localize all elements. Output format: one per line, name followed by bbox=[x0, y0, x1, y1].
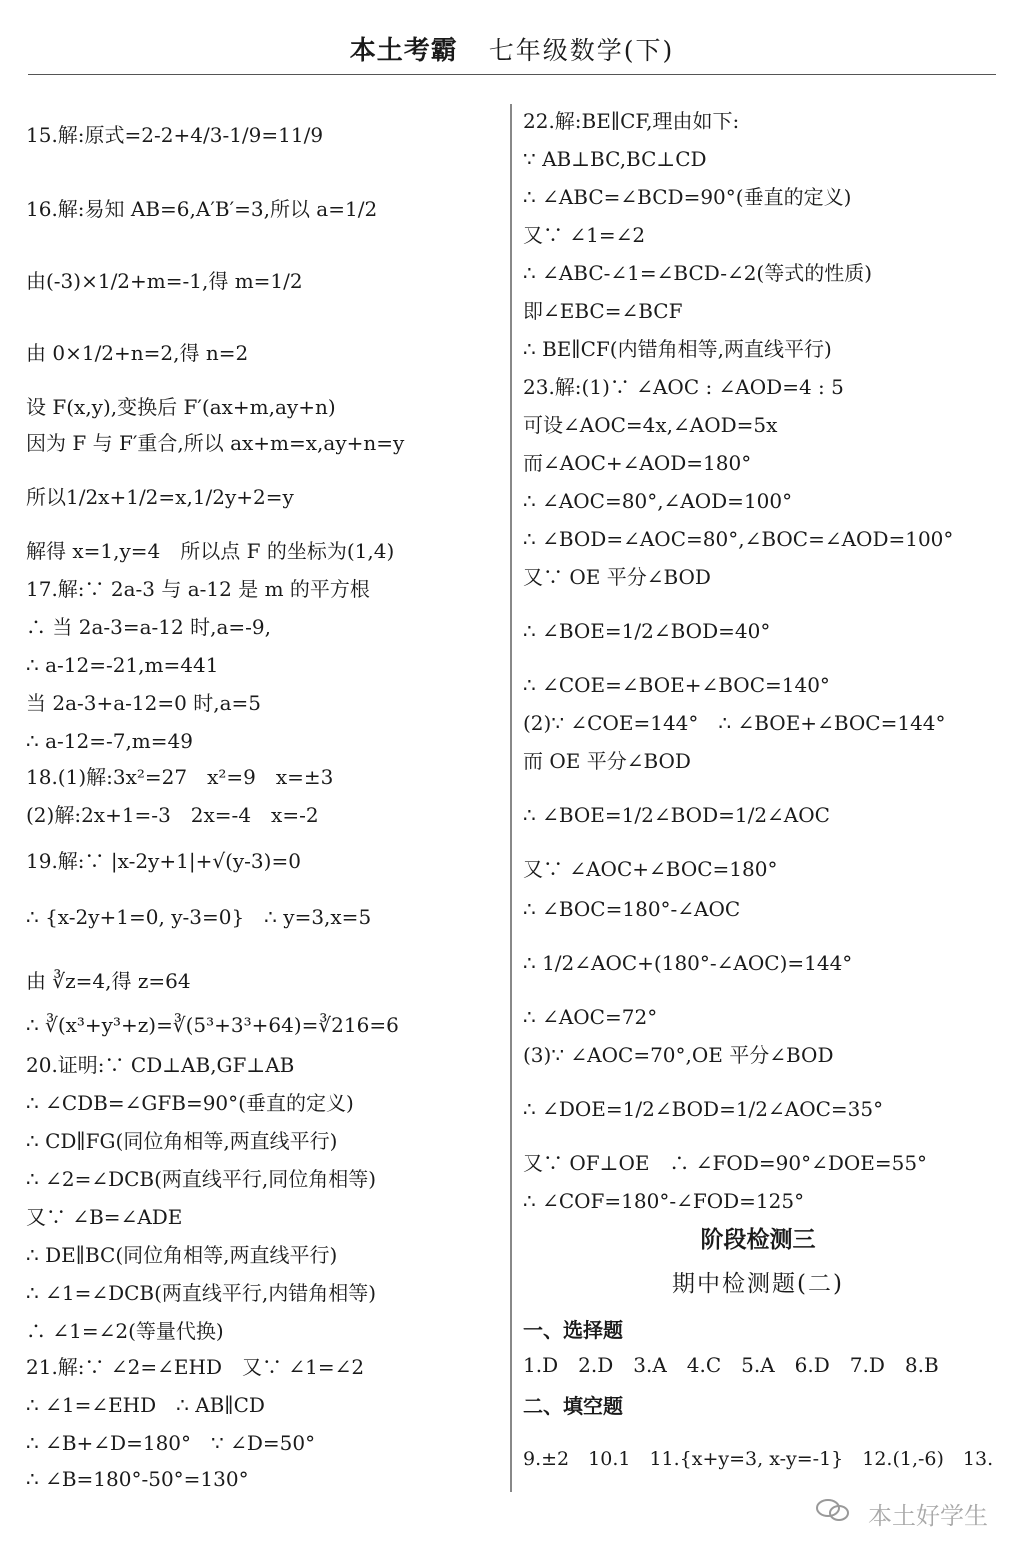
solution-line: 22.解:BE∥CF,理由如下: bbox=[523, 109, 740, 133]
solution-line: ∴ ∠COE=∠BOE+∠BOC=140° bbox=[523, 673, 830, 697]
solution-line: ∴ ∠BOE=1/2∠BOD=40° bbox=[523, 619, 771, 643]
solution-line: ∴ ∠1=∠DCB(两直线平行,内错角相等) bbox=[26, 1281, 377, 1305]
solution-line: (2)解:2x+1=-3 2x=-4 x=-2 bbox=[26, 803, 319, 827]
column-divider bbox=[510, 104, 512, 1492]
solution-line: ∴ ∛(x³+y³+z)=∛(5³+3³+64)=∛216=6 bbox=[26, 1013, 399, 1037]
solution-line: 20.证明:∵ CD⊥AB,GF⊥AB bbox=[26, 1053, 295, 1077]
solution-line: 又∵ ∠1=∠2 bbox=[523, 223, 646, 247]
watermark-text: 本土好学生 bbox=[868, 1502, 988, 1530]
solution-line: 所以1/2x+1/2=x,1/2y+2=y bbox=[26, 485, 294, 509]
solution-line: ∴ ∠1=∠2(等量代换) bbox=[26, 1319, 224, 1343]
wechat-icon bbox=[815, 1498, 851, 1522]
solution-line: ∴ ∠DOE=1/2∠BOD=1/2∠AOC=35° bbox=[523, 1097, 884, 1121]
solution-line: (3)∵ ∠AOC=70°,OE 平分∠BOD bbox=[523, 1043, 834, 1067]
solution-line: 18.(1)解:3x²=27 x²=9 x=±3 bbox=[26, 765, 334, 789]
book-subtitle: 七年级数学(下) bbox=[488, 36, 675, 65]
part1-heading: 一、选择题 bbox=[523, 1318, 623, 1342]
solution-line: ∴ ∠CDB=∠GFB=90°(垂直的定义) bbox=[26, 1091, 354, 1115]
solution-line: 16.解:易知 AB=6,A′B′=3,所以 a=1/2 bbox=[26, 197, 378, 221]
section-title: 阶段检测三 bbox=[700, 1227, 816, 1253]
solution-line: ∴ a-12=-7,m=49 bbox=[26, 729, 193, 753]
solution-line: ∴ CD∥FG(同位角相等,两直线平行) bbox=[26, 1129, 338, 1153]
section-subtitle: 期中检测题(二) bbox=[672, 1271, 844, 1297]
solution-line: 又∵ OF⊥OE ∴ ∠FOD=90°∠DOE=55° bbox=[523, 1151, 928, 1175]
solution-line: 21.解:∵ ∠2=∠EHD 又∵ ∠1=∠2 bbox=[26, 1355, 365, 1379]
page-header bbox=[28, 30, 996, 75]
solution-line: ∴ ∠BOC=180°-∠AOC bbox=[523, 897, 741, 921]
solution-line: (2)∵ ∠COE=144° ∴ ∠BOE+∠BOC=144° bbox=[523, 711, 946, 735]
solution-line: ∴ ∠COF=180°-∠FOD=125° bbox=[523, 1189, 805, 1213]
solution-line: ∴ a-12=-21,m=441 bbox=[26, 653, 219, 677]
solution-line: 当 2a-3+a-12=0 时,a=5 bbox=[26, 691, 261, 715]
solution-line: 因为 F 与 F′重合,所以 ax+m=x,ay+n=y bbox=[26, 431, 405, 455]
solution-line: ∴ ∠BOE=1/2∠BOD=1/2∠AOC bbox=[523, 803, 830, 827]
solution-line: 解得 x=1,y=4 所以点 F 的坐标为(1,4) bbox=[26, 539, 395, 563]
solution-line: 由 ∛z=4,得 z=64 bbox=[26, 969, 191, 993]
solution-line: 设 F(x,y),变换后 F′(ax+m,ay+n) bbox=[26, 395, 336, 419]
solution-line: 17.解:∵ 2a-3 与 a-12 是 m 的平方根 bbox=[26, 577, 370, 601]
part2-heading: 二、填空题 bbox=[523, 1394, 623, 1418]
solution-line: 由(-3)×1/2+m=-1,得 m=1/2 bbox=[26, 269, 303, 293]
solution-line: ∴ ∠ABC-∠1=∠BCD-∠2(等式的性质) bbox=[523, 261, 873, 285]
solution-line: ∵ AB⊥BC,BC⊥CD bbox=[523, 147, 707, 171]
solution-line: ∴ ∠ABC=∠BCD=90°(垂直的定义) bbox=[523, 185, 852, 209]
solution-line: ∴ ∠AOC=72° bbox=[523, 1005, 658, 1029]
solution-line: ∴ BE∥CF(内错角相等,两直线平行) bbox=[523, 337, 832, 361]
book-title: 本土考霸 bbox=[349, 36, 458, 66]
solution-line: ∴ ∠B+∠D=180° ∵ ∠D=50° bbox=[26, 1431, 316, 1455]
solution-line: 19.解:∵ |x-2y+1|+√(y-3)=0 bbox=[26, 849, 301, 873]
solution-line: ∴ ∠2=∠DCB(两直线平行,同位角相等) bbox=[26, 1167, 377, 1191]
solution-line: 又∵ ∠B=∠ADE bbox=[26, 1205, 183, 1229]
solution-line: ∴ 1/2∠AOC+(180°-∠AOC)=144° bbox=[523, 951, 853, 975]
solution-line: 可设∠AOC=4x,∠AOD=5x bbox=[523, 413, 778, 437]
solution-line: 由 0×1/2+n=2,得 n=2 bbox=[26, 341, 249, 365]
choice-answers: 1.D 2.D 3.A 4.C 5.A 6.D 7.D 8.B bbox=[523, 1353, 939, 1377]
solution-line: ∴ ∠BOD=∠AOC=80°,∠BOC=∠AOD=100° bbox=[523, 527, 954, 551]
solution-line: ∴ DE∥BC(同位角相等,两直线平行) bbox=[26, 1243, 338, 1267]
solution-line: 23.解:(1)∵ ∠AOC : ∠AOD=4 : 5 bbox=[523, 375, 844, 399]
solution-line: 又∵ ∠AOC+∠BOC=180° bbox=[523, 857, 778, 881]
solution-line: ∴ ∠AOC=80°,∠AOD=100° bbox=[523, 489, 793, 513]
solution-line: 又∵ OE 平分∠BOD bbox=[523, 565, 711, 589]
solution-line: ∴ 当 2a-3=a-12 时,a=-9, bbox=[26, 615, 271, 639]
solution-line: 15.解:原式=2-2+4/3-1/9=11/9 bbox=[26, 123, 324, 147]
solution-line: ∴ {x-2y+1=0, y-3=0} ∴ y=3,x=5 bbox=[26, 905, 372, 929]
solution-line: ∴ ∠B=180°-50°=130° bbox=[26, 1467, 249, 1491]
solution-line: 而∠AOC+∠AOD=180° bbox=[523, 451, 752, 475]
fill-answers: 9.±2 10.1 11.{x+y=3, x-y=-1} 12.(1,-6) 13. bbox=[523, 1448, 994, 1470]
solution-line: ∴ ∠1=∠EHD ∴ AB∥CD bbox=[26, 1393, 265, 1417]
solution-line: 即∠EBC=∠BCF bbox=[523, 299, 683, 323]
solution-line: 而 OE 平分∠BOD bbox=[523, 749, 691, 773]
